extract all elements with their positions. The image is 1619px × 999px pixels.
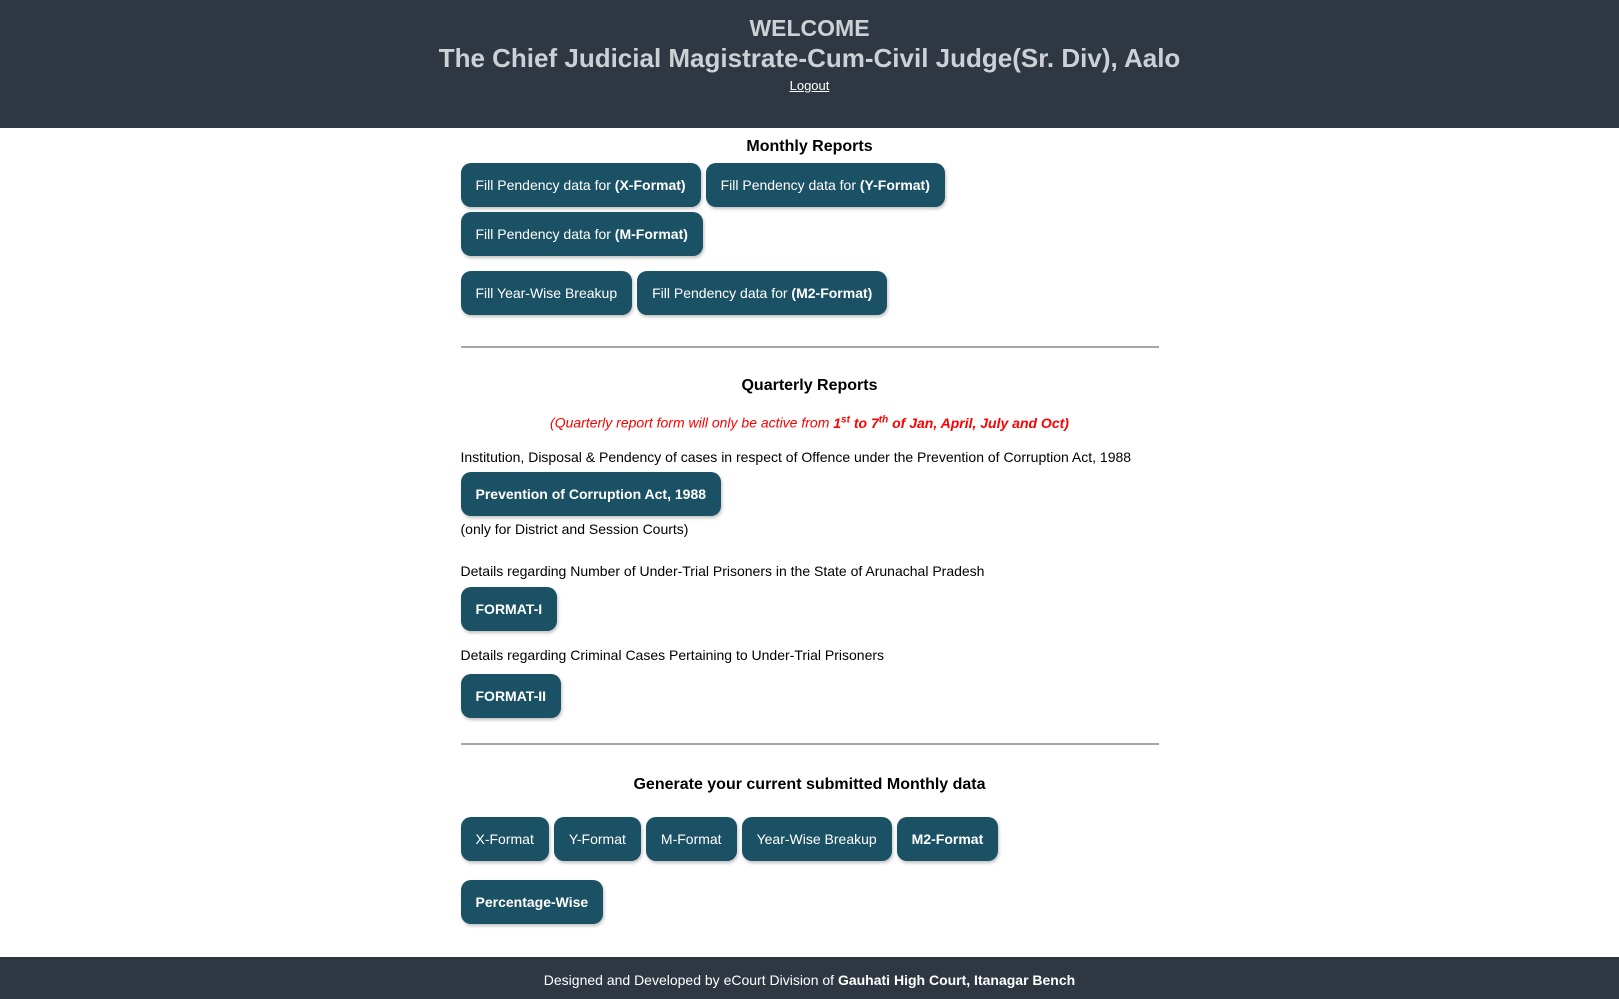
note-text: (Quarterly report form will only be active from: [550, 414, 834, 431]
button-label: Fill Pendency data for: [475, 177, 615, 193]
welcome-heading: WELCOME: [749, 15, 870, 41]
generate-y-format-button[interactable]: Y-Format: [554, 817, 641, 861]
generate-percentage-wise-button[interactable]: Percentage-Wise: [461, 880, 604, 924]
fill-pendency-m2-format-button[interactable]: [637, 271, 887, 315]
note-superscript: st: [841, 414, 850, 425]
monthly-reports-heading: Monthly Reports: [746, 138, 873, 155]
generate-heading: Generate your current submitted Monthly data: [633, 775, 986, 793]
button-label: Fill Year-Wise Breakup: [475, 285, 618, 301]
prevention-of-corruption-act-button[interactable]: Prevention of Corruption Act, 1988: [461, 472, 722, 516]
format2-button-row: [461, 674, 1159, 718]
button-label: Fill Pendency data for: [475, 226, 615, 242]
footer-text-bold: Gauhati High Court, Itanagar Bench: [837, 971, 1076, 988]
fill-pendency-x-format-button[interactable]: [461, 163, 701, 207]
note-superscript: th: [878, 414, 889, 425]
note-text: of Jan, April, July and Oct): [888, 414, 1069, 431]
fill-pendency-m-format-button[interactable]: [461, 212, 703, 256]
button-label: Fill Pendency data for: [652, 285, 792, 301]
fill-pendency-y-format-button[interactable]: [706, 163, 945, 207]
format1-description: Details regarding Number of Under-Trial Prisoners in the State of Arunachal Pradesh: [460, 562, 985, 579]
poca-button-row: [461, 472, 1159, 516]
button-label-format: (M2-Format): [791, 285, 873, 301]
monthly-buttons-row-2: [461, 271, 1159, 315]
footer-text: Designed and Developed by eCourt Division of: [543, 971, 838, 988]
logout-link[interactable]: Logout: [789, 78, 830, 93]
note-day: 7: [870, 414, 879, 431]
section-divider: [461, 346, 1159, 348]
percentage-button-row: [461, 880, 1159, 924]
generate-x-format-button[interactable]: X-Format: [461, 817, 549, 861]
note-day: 1: [833, 414, 842, 431]
note-text: to: [849, 414, 871, 431]
page-header: [0, 0, 1619, 128]
quarterly-reports-heading: Quarterly Reports: [741, 377, 878, 394]
generate-m-format-button[interactable]: M-Format: [646, 817, 737, 861]
court-title: The Chief Judicial Magistrate-Cum-Civil Judge(Sr. Div), Aalo: [438, 43, 1181, 73]
poca-note: (only for District and Session Courts): [460, 520, 689, 537]
poca-description: Institution, Disposal & Pendency of cases in respect of Offence under the Prevention of Corruption Act, 1988: [460, 448, 1132, 465]
quarterly-active-note: [461, 411, 1159, 432]
format2-description: Details regarding Criminal Cases Pertaining to Under-Trial Prisoners: [460, 646, 885, 663]
fill-year-wise-breakup-button[interactable]: [461, 271, 633, 315]
monthly-buttons-row-1: [461, 163, 1159, 256]
main-content: [461, 137, 1159, 924]
button-label-format: (X-Format): [614, 177, 686, 193]
generate-buttons-row: [461, 817, 1159, 861]
button-label: Fill Pendency data for: [720, 177, 860, 193]
format-i-button[interactable]: FORMAT-I: [461, 587, 558, 631]
page-footer: [0, 957, 1619, 999]
button-label-format: (Y-Format): [859, 177, 930, 193]
format-ii-button[interactable]: FORMAT-II: [461, 674, 562, 718]
button-label-format: (M-Format): [614, 226, 688, 242]
format1-button-row: [461, 587, 1159, 631]
generate-year-wise-breakup-button[interactable]: Year-Wise Breakup: [742, 817, 892, 861]
section-divider: [461, 743, 1159, 745]
generate-m2-format-button[interactable]: M2-Format: [897, 817, 999, 861]
